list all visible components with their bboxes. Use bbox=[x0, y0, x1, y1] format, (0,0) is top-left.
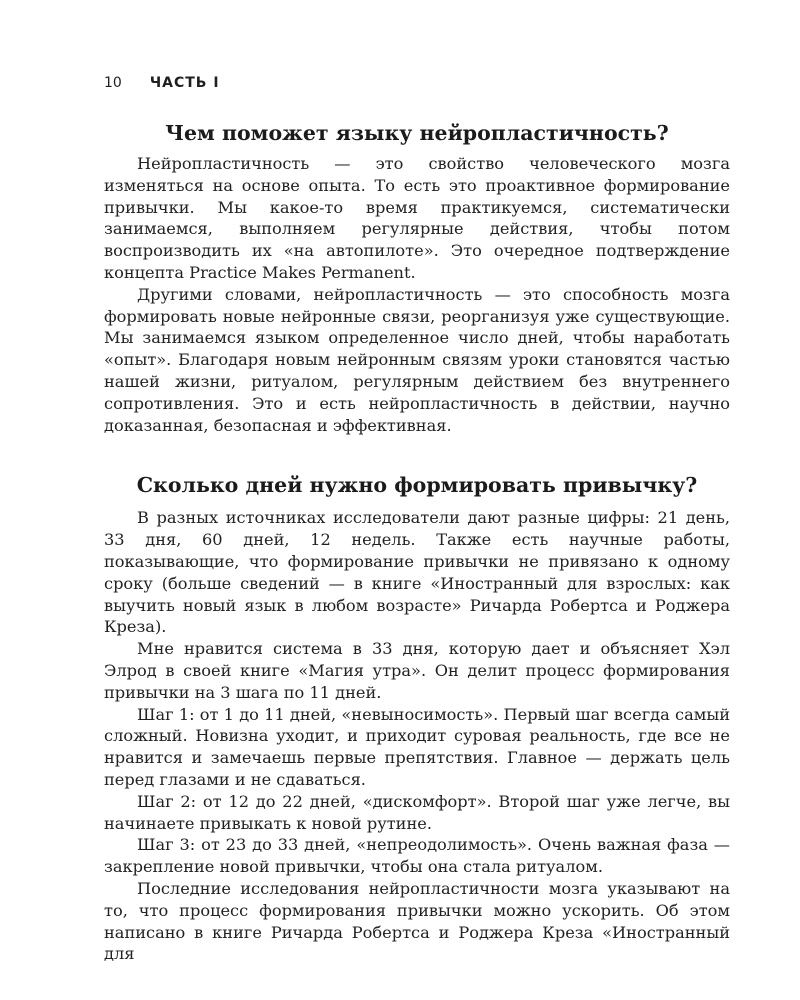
paragraph: Шаг 2: от 12 до 22 дней, «дискомфорт». Второй шаг уже легче, вы начинаете привыкать к новой рутине. bbox=[104, 791, 730, 833]
paragraph: Другими словами, нейропластичность — это способность мозга формировать новые нейронные связи, реорганизуя уже существующие. Мы занимаемся языком определенное число дней, чтобы наработать «опыт». Благодаря новым нейронным связям уроки становятся частью нашей жизни, ритуалом, регулярным действием без внутреннего сопротивления. Это и есть нейропластичность в действии, научно доказанная, безопасная и эффективная. bbox=[104, 284, 730, 435]
paragraph: Шаг 3: от 23 до 33 дней, «непреодолимость». Очень важная фаза — закрепление новой привычки, чтобы она стала ритуалом. bbox=[104, 835, 730, 877]
paragraph: В разных источниках исследователи дают разные цифры: 21 день, 33 дня, 60 дней, 12 недель. Также есть научные работы, показывающие, что формирование привычки не привязано к одному сроку (больше сведений — в книге «Иностранный для взрослых: как выучить новый язык в любом возрасте» Ричарда Робертса и Роджера Креза). bbox=[104, 508, 730, 637]
book-page bbox=[104, 70, 730, 965]
paragraph: Шаг 1: от 1 до 11 дней, «невыносимость». Первый шаг всегда самый сложный. Новизна уходит, и приходит суровая реальность, где все не нравится и замечаешь первые препятствия. Главное — держать цель перед глазами и не сдаваться. bbox=[104, 704, 730, 789]
paragraph: Нейропластичность — это свойство человеческого мозга изменяться на основе опыта. То есть это проактивное формирование привычки. Мы какое-то время практикуемся, систематически занимаемся, выполняем регулярные действия, чтобы потом воспроизводить их «на автопилоте». Это очередное подтверждение концепта Practice Makes Permanent. bbox=[104, 154, 730, 282]
running-head bbox=[104, 70, 730, 96]
section-heading: Чем поможет языку нейропластичность? bbox=[165, 121, 669, 145]
section-neuroplasticity bbox=[104, 120, 730, 436]
section-heading: Сколько дней нужно формировать привычку? bbox=[136, 473, 698, 498]
paragraph: Мне нравится система в 33 дня, которую дает и объясняет Хэл Элрод в своей книге «Магия утра». Он делит процесс формирования привычки на 3 шага по 11 дней. bbox=[104, 639, 730, 702]
page-number: 10 bbox=[104, 75, 122, 91]
section-habit-days bbox=[104, 472, 730, 965]
part-label: ЧАСТЬ I bbox=[149, 75, 220, 91]
paragraph: Последние исследования нейропластичности мозга указывают на то, что процесс формирования привычки можно ускорить. Об этом написано в книге Ричарда Робертса и Роджера Креза «Иностранный для bbox=[104, 878, 730, 964]
